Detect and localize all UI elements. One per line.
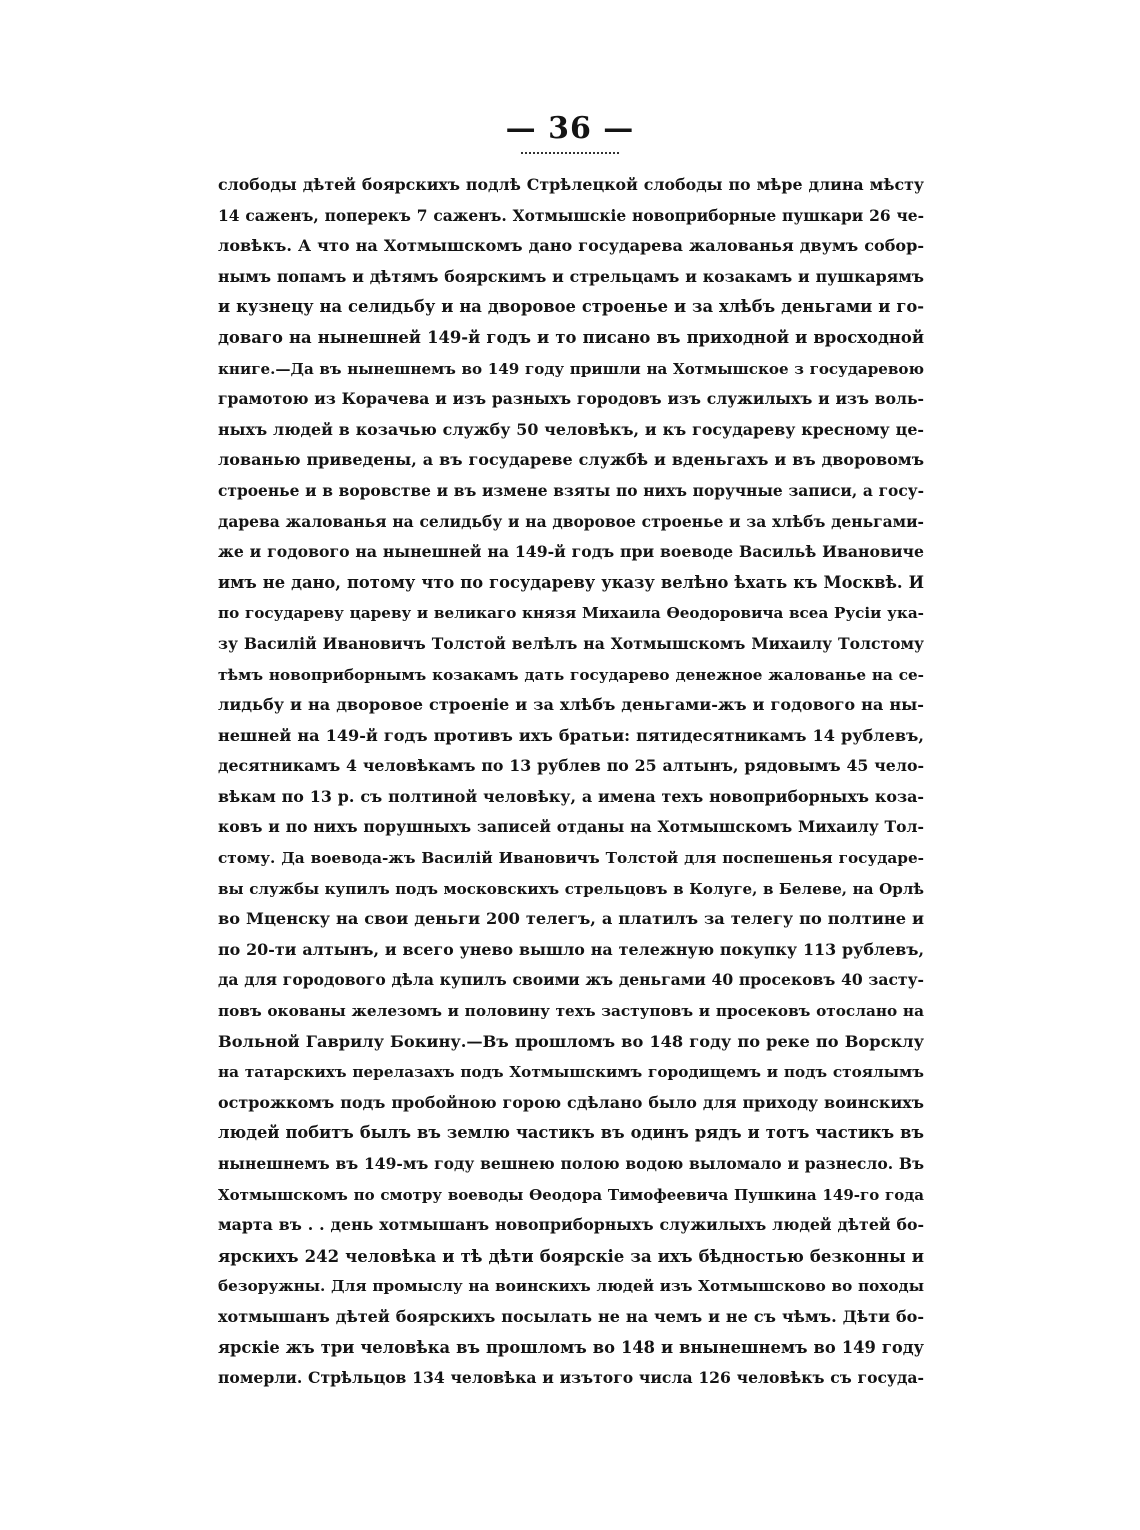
text-line: 14 саженъ, поперекъ 7 саженъ. Хотмышскіе новоприборные пушкари 26 че- — [218, 205, 924, 225]
text-line: вѣкам по 13 р. съ полтиной человѣку, а имена техъ новоприборныхъ коза- — [218, 786, 924, 806]
text-line: ярскихъ 242 человѣка и тѣ дѣти боярскіе за ихъ бѣдностью безконны и — [218, 1245, 924, 1266]
page-number: — 36 — — [505, 111, 635, 146]
text-line: лидьбу и на дворовое строеніе и за хлѣбъ деньгами-жъ и годового на ны- — [218, 695, 924, 715]
text-line: же и годового на нынешней на 149-й годъ при воеводе Васильѣ Ивановиче — [218, 542, 924, 562]
text-line: ловѣкъ. А что на Хотмышскомъ дано государева жалованья двумъ собор- — [218, 236, 924, 256]
text-line: нешней на 149-й годъ противъ ихъ братьи: пятидесятникамъ 14 рублевъ, — [218, 725, 924, 745]
text-line: ковъ и по нихъ порушныхъ записей отданы на Хотмышскомъ Михаилу Тол- — [218, 817, 924, 837]
text-line: стому. Да воевода-жъ Василій Ивановичъ Толстой для поспешенья государе- — [218, 849, 924, 868]
text-line: хотмышанъ дѣтей боярскихъ посылать не на чемъ и не съ чѣмъ. Дѣти бо- — [218, 1306, 924, 1326]
text-line: безоружны. Для промыслу на воинскихъ людей изъ Хотмышсково во походы — [218, 1277, 924, 1296]
text-line: во Мценску на свои деньги 200 телегъ, а платилъ за телегу по полтине и — [218, 909, 924, 929]
text-line: лованью приведены, а въ государеве службѣ и вденьгахъ и въ дворовомъ — [218, 450, 924, 470]
text-line: нымъ попамъ и дѣтямъ боярскимъ и стрельцамъ и козакамъ и пушкарямъ — [218, 266, 924, 286]
text-line: доваго на нынешней 149-й годъ и то писано въ приходной и вросходной — [218, 327, 924, 347]
text-line: да для городового дѣла купилъ своими жъ деньгами 40 просековъ 40 засту- — [218, 970, 924, 990]
text-line: строенье и в воровстве и въ измене взяты по нихъ поручные записи, а госу- — [218, 481, 924, 500]
text-line: ныхъ людей в козачью службу 50 человѣкъ, и къ государеву кресному це- — [218, 419, 924, 439]
text-line: книге.—Да въ нынешнемъ во 149 году пришли на Хотмышское з государевою — [218, 359, 924, 378]
text-line: на татарскихъ перелазахъ подъ Хотмышскимъ городищемъ и подъ стоялымъ — [218, 1063, 924, 1082]
text-line: по государеву цареву и великаго князя Михаила Ѳеодоровича всеа Русіи ука- — [218, 604, 924, 623]
text-line: дарева жалованья на селидьбу и на дворовое строенье и за хлѣбъ деньгами- — [218, 511, 924, 531]
text-line: вы службы купилъ подъ московскихъ стрельцовъ в Колуге, в Белеве, на Орлѣ — [218, 879, 924, 898]
text-line: тѣмъ новоприборнымъ козакамъ дать государево денежное жалованье на се- — [218, 665, 924, 684]
text-line: по 20-ти алтынъ, и всего унево вышло на тележную покупку 113 рублевъ, — [218, 939, 924, 959]
text-body — [218, 170, 924, 1394]
text-line: имъ не дано, потому что по государеву указу велѣно ѣхать къ Москвѣ. И — [218, 572, 924, 592]
text-line: зу Василій Ивановичъ Толстой велѣлъ на Хотмышскомъ Михаилу Толстому — [218, 633, 924, 653]
text-line: повъ окованы железомъ и половину техъ заступовъ и просековъ отослано на — [218, 1002, 924, 1021]
text-line: Вольной Гаврилу Бокину.—Въ прошломъ во 148 году по реке по Ворсклу — [218, 1031, 924, 1051]
text-line: людей побитъ былъ въ землю частикъ въ одинъ рядъ и тотъ частикъ въ — [218, 1123, 924, 1143]
text-line: грамотою из Корачева и изъ разныхъ городовъ изъ служилыхъ и изъ воль- — [218, 389, 924, 409]
text-line: слободы дѣтей боярскихъ подлѣ Стрѣлецкой слободы по мѣре длина мѣсту — [218, 175, 924, 194]
page-number-underline — [521, 148, 619, 154]
text-line: померли. Стрѣльцов 134 человѣка и изътого числа 126 человѣкъ съ госуда- — [218, 1368, 924, 1388]
text-line: Хотмышскомъ по смотру воеводы Ѳеодора Тимофеевича Пушкина 149-го года — [218, 1185, 924, 1204]
page-header — [0, 112, 1140, 154]
text-line: марта въ . . день хотмышанъ новоприборныхъ служилыхъ людей дѣтей бо- — [218, 1215, 924, 1235]
text-line: нынешнемъ въ 149-мъ году вешнею полою водою выломало и разнесло. Въ — [218, 1154, 924, 1173]
text-line: десятникамъ 4 человѣкамъ по 13 рублев по 25 алтынъ, рядовымъ 45 чело- — [218, 756, 924, 776]
text-line: ярскіе жъ три человѣка въ прошломъ во 148 и внынешнемъ во 149 году — [218, 1337, 924, 1357]
text-line: и кузнецу на селидьбу и на дворовое строенье и за хлѣбъ деньгами и го- — [218, 297, 924, 317]
text-line: острожкомъ подъ пробойною горою сдѣлано было для приходу воинскихъ — [218, 1092, 924, 1112]
